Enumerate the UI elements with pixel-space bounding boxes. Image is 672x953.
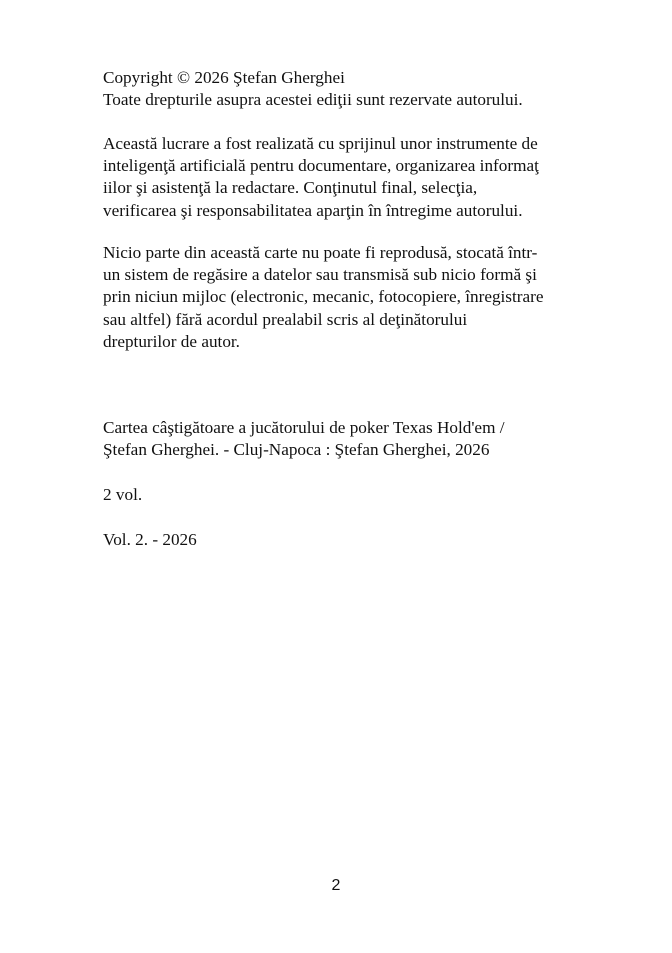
volume-info-text: Vol. 2. - 2026 — [103, 530, 197, 549]
ai-notice-paragraph — [103, 133, 623, 222]
catalog-entry — [103, 417, 623, 461]
reproduction-notice-line: prin niciun mijloc (electronic, mecanic, fotocopiere, înregistrare — [103, 287, 544, 307]
ai-notice-line: inteligenţă artificială pentru documentare, organizarea informaţ — [103, 156, 539, 176]
catalog-publisher-line: Ştefan Gherghei. - Cluj-Napoca : Ştefan Gherghei, 2026 — [103, 440, 490, 460]
copyright-line: Copyright © 2026 Ştefan Gherghei — [103, 68, 345, 87]
reproduction-notice-line: drepturilor de autor. — [103, 331, 240, 351]
volume-count — [103, 484, 623, 506]
volume-count-text: 2 vol. — [103, 485, 143, 504]
volume-info — [103, 529, 623, 551]
catalog-title-line: Cartea câştigătoare a jucătorului de poker Texas Hold'em / — [103, 418, 505, 437]
ai-notice-line: verificarea şi responsabilitatea aparţin în întregime autorului. — [103, 200, 523, 220]
reproduction-notice-line: Nicio parte din această carte nu poate fi reprodusă, stocată într- — [103, 243, 538, 262]
reproduction-notice-line: sau altfel) fără acordul prealabil scris al deţinătorului — [103, 309, 468, 329]
page-number: 2 — [331, 877, 341, 894]
reproduction-notice-paragraph — [103, 242, 623, 353]
ai-notice-line: Această lucrare a fost realizată cu sprijinul unor instrumente de — [103, 134, 538, 153]
copyright-block — [103, 67, 623, 111]
rights-reserved-line: Toate drepturile asupra acestei ediţii sunt rezervate autorului. — [103, 90, 523, 110]
reproduction-notice-line: un sistem de regăsire a datelor sau transmisă sub nicio formă şi — [103, 265, 537, 285]
ai-notice-line: iilor şi asistenţă la redactare. Conţinutul final, selecţia, — [103, 178, 478, 198]
